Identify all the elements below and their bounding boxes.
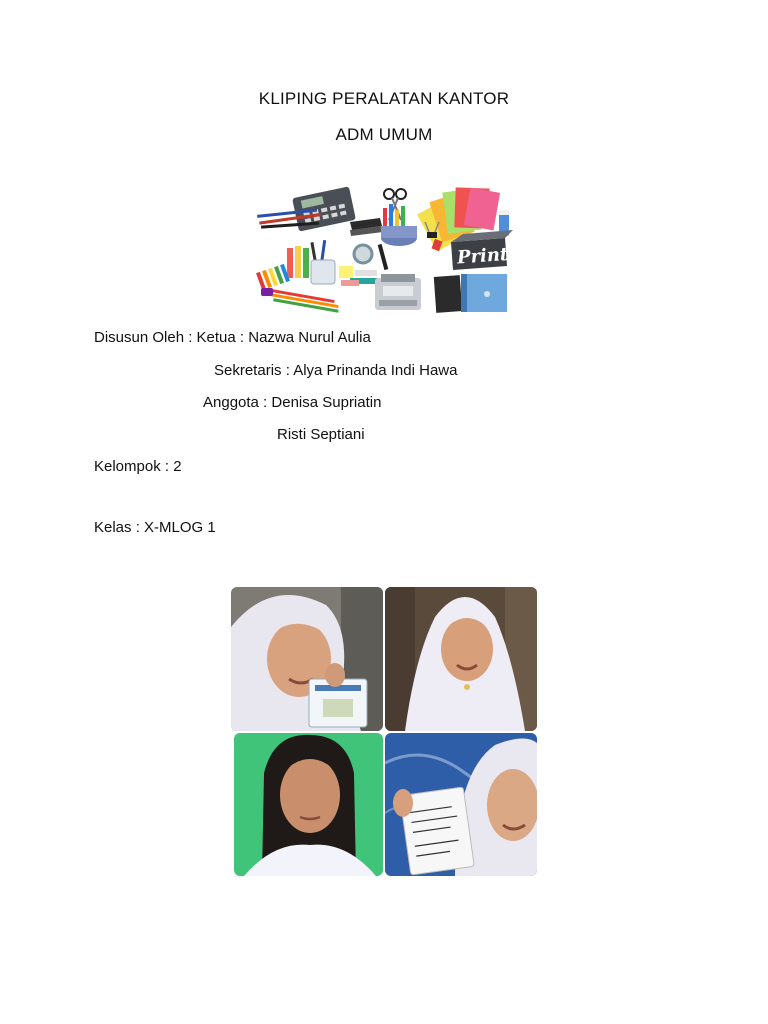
pencil-cup-icon	[287, 240, 335, 284]
sekretaris-label: Sekretaris :	[214, 362, 294, 379]
anggota-label: Anggota :	[203, 394, 272, 411]
kelompok-label: Kelompok :	[94, 458, 174, 475]
member-photo-grid	[231, 587, 537, 876]
desk-organizer-icon	[381, 204, 417, 246]
kelas-value: X-MLOG 1	[144, 519, 216, 536]
kelas-line	[94, 519, 216, 536]
page-subtitle: ADM UMUM	[335, 125, 433, 144]
credit-ketua-line	[94, 329, 371, 346]
disusun-ketua-label: Disusun Oleh : Ketua :	[94, 329, 249, 346]
colored-pencils-icon	[261, 288, 339, 313]
anggota-name-1: Denisa Supriatin	[271, 394, 382, 411]
member-photo-2	[385, 587, 537, 731]
credit-sekretaris-line	[214, 362, 457, 379]
crayons-icon	[256, 264, 290, 290]
sekretaris-name: Alya Prinanda Indi Hawa	[293, 362, 458, 379]
kelas-label: Kelas :	[94, 519, 145, 536]
credit-anggota-line-2	[277, 426, 365, 443]
printer-icon	[375, 274, 421, 310]
ketua-name: Nazwa Nurul Aulia	[248, 329, 371, 346]
page-title: KLIPING PERALATAN KANTOR	[258, 89, 510, 108]
tape-icon	[350, 245, 378, 284]
member-photo-4	[385, 733, 537, 876]
pen-icon	[378, 244, 389, 270]
member-photo-3	[234, 733, 383, 876]
print-box-icon	[451, 230, 513, 270]
binders-icon	[434, 274, 507, 313]
office-supplies-illustration	[255, 182, 513, 314]
office-supplies-image	[255, 182, 513, 314]
member-photo-1	[231, 587, 383, 731]
stapler-icon	[350, 218, 383, 236]
credit-anggota-line	[203, 394, 381, 411]
kelompok-line	[94, 458, 182, 475]
print-label: Print	[456, 243, 509, 269]
anggota-name-2: Risti Septiani	[277, 426, 365, 443]
kelompok-value: 2	[173, 458, 182, 475]
